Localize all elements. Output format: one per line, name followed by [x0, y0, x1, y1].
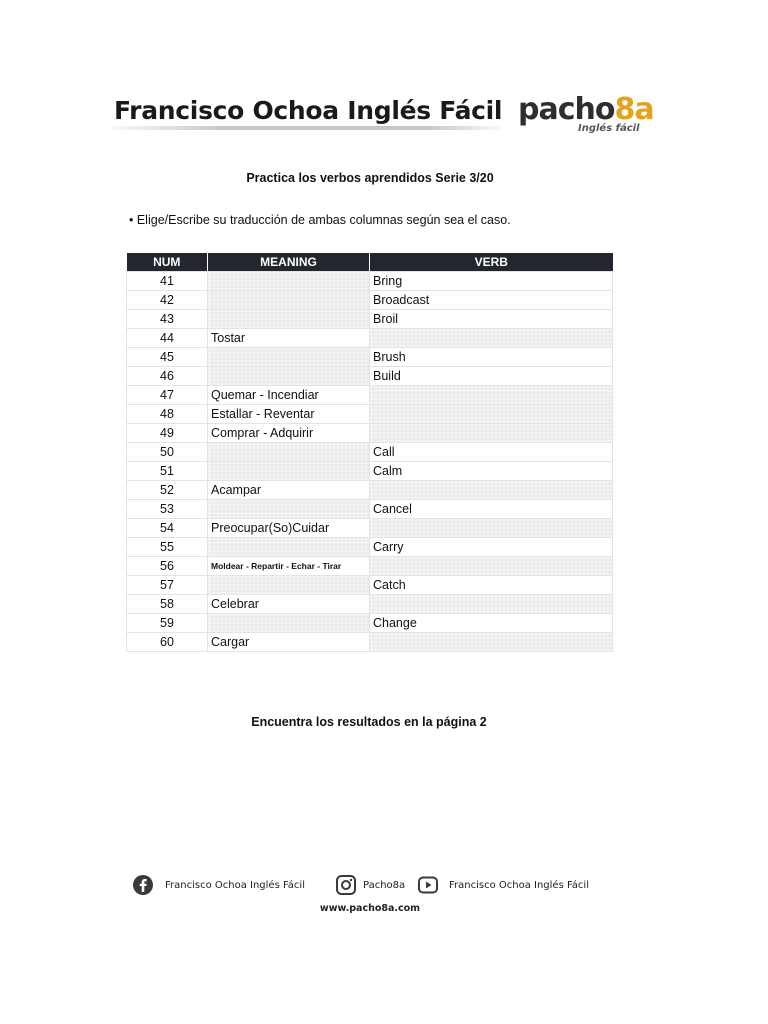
- meaning-answer-field[interactable]: [208, 443, 370, 462]
- row-number: 51: [127, 462, 208, 481]
- verb-answer-field[interactable]: [370, 633, 613, 652]
- meaning-cell: Moldear - Repartir - Echar - Tirar: [208, 557, 370, 576]
- table-row: [127, 386, 613, 405]
- table-row: [127, 519, 613, 538]
- meaning-cell: Comprar - Adquirir: [208, 424, 370, 443]
- row-number: 59: [127, 614, 208, 633]
- verb-answer-field[interactable]: [370, 595, 613, 614]
- verb-cell: Calm: [370, 462, 613, 481]
- verb-cell: Call: [370, 443, 613, 462]
- table-header-row: [127, 253, 613, 272]
- table-row: [127, 272, 613, 291]
- row-number: 52: [127, 481, 208, 500]
- verb-answer-field[interactable]: [370, 386, 613, 405]
- header-meaning: MEANING: [208, 253, 370, 272]
- verb-answer-field[interactable]: [370, 424, 613, 443]
- table-row: [127, 405, 613, 424]
- row-number: 60: [127, 633, 208, 652]
- meaning-answer-field[interactable]: [208, 576, 370, 595]
- meaning-cell: Cargar: [208, 633, 370, 652]
- verb-cell: Carry: [370, 538, 613, 557]
- social-youtube[interactable]: [418, 874, 589, 896]
- facebook-label: Francisco Ochoa Inglés Fácil: [165, 879, 305, 891]
- row-number: 49: [127, 424, 208, 443]
- logo-main-text: pacho: [518, 92, 615, 127]
- row-number: 45: [127, 348, 208, 367]
- table-row: [127, 329, 613, 348]
- meaning-cell: Tostar: [208, 329, 370, 348]
- table-row: [127, 538, 613, 557]
- table-row: [127, 310, 613, 329]
- meaning-cell: Estallar - Reventar: [208, 405, 370, 424]
- table-row: [127, 481, 613, 500]
- table-row: [127, 595, 613, 614]
- row-number: 44: [127, 329, 208, 348]
- table-row: [127, 633, 613, 652]
- meaning-answer-field[interactable]: [208, 291, 370, 310]
- meaning-cell: Celebrar: [208, 595, 370, 614]
- logo-wordmark: [518, 92, 654, 127]
- page-header: [110, 92, 670, 142]
- table-row: [127, 576, 613, 595]
- row-number: 55: [127, 538, 208, 557]
- row-number: 58: [127, 595, 208, 614]
- youtube-icon: [418, 876, 438, 894]
- youtube-label: Francisco Ochoa Inglés Fácil: [449, 879, 589, 891]
- social-instagram[interactable]: [336, 874, 405, 896]
- header-num: NUM: [127, 253, 208, 272]
- verb-cell: Catch: [370, 576, 613, 595]
- table-row: [127, 367, 613, 386]
- logo-subtitle: Inglés fácil: [578, 123, 640, 134]
- table-row: [127, 500, 613, 519]
- header-underline: [110, 126, 502, 130]
- logo-accent-text: 8a: [614, 92, 654, 127]
- meaning-answer-field[interactable]: [208, 614, 370, 633]
- verb-cell: Broadcast: [370, 291, 613, 310]
- row-number: 57: [127, 576, 208, 595]
- meaning-answer-field[interactable]: [208, 367, 370, 386]
- verb-cell: Cancel: [370, 500, 613, 519]
- meaning-answer-field[interactable]: [208, 348, 370, 367]
- instagram-label: Pacho8a: [363, 879, 406, 891]
- meaning-cell: Quemar - Incendiar: [208, 386, 370, 405]
- verb-cell: Build: [370, 367, 613, 386]
- row-number: 41: [127, 272, 208, 291]
- meaning-answer-field[interactable]: [208, 310, 370, 329]
- verb-answer-field[interactable]: [370, 519, 613, 538]
- row-number: 56: [127, 557, 208, 576]
- row-number: 48: [127, 405, 208, 424]
- instagram-icon: [336, 875, 356, 895]
- verb-cell: Change: [370, 614, 613, 633]
- table-body: [127, 272, 613, 652]
- verb-answer-field[interactable]: [370, 557, 613, 576]
- row-number: 54: [127, 519, 208, 538]
- row-number: 53: [127, 500, 208, 519]
- social-facebook[interactable]: [132, 874, 305, 896]
- verb-cell: Bring: [370, 272, 613, 291]
- verb-cell: Broil: [370, 310, 613, 329]
- meaning-answer-field[interactable]: [208, 462, 370, 481]
- meaning-answer-field[interactable]: [208, 272, 370, 291]
- meaning-answer-field[interactable]: [208, 538, 370, 557]
- verbs-table: [126, 253, 613, 652]
- row-number: 50: [127, 443, 208, 462]
- table-row: [127, 291, 613, 310]
- row-number: 46: [127, 367, 208, 386]
- table-row: [127, 614, 613, 633]
- brand-logo: [518, 92, 658, 142]
- meaning-cell: Acampar: [208, 481, 370, 500]
- row-number: 47: [127, 386, 208, 405]
- verb-answer-field[interactable]: [370, 329, 613, 348]
- row-number: 42: [127, 291, 208, 310]
- table-row: [127, 462, 613, 481]
- verb-answer-field[interactable]: [370, 481, 613, 500]
- page-heading: Practica los verbos aprendidos Serie 3/20: [246, 171, 494, 185]
- verb-answer-field[interactable]: [370, 405, 613, 424]
- facebook-icon: [132, 874, 154, 896]
- meaning-cell: Preocupar(So)Cuidar: [208, 519, 370, 538]
- meaning-answer-field[interactable]: [208, 500, 370, 519]
- website-link[interactable]: www.pacho8a.com: [319, 903, 421, 914]
- header-verb: VERB: [370, 253, 613, 272]
- row-number: 43: [127, 310, 208, 329]
- instruction-text: • Elige/Escribe su traducción de ambas columnas según sea el caso.: [129, 213, 511, 227]
- results-note: Encuentra los resultados en la página 2: [251, 715, 487, 729]
- header-title: Francisco Ochoa Inglés Fácil: [114, 96, 503, 125]
- verb-cell: Brush: [370, 348, 613, 367]
- table-row: [127, 557, 613, 576]
- table-row: [127, 443, 613, 462]
- table-row: [127, 348, 613, 367]
- table-row: [127, 424, 613, 443]
